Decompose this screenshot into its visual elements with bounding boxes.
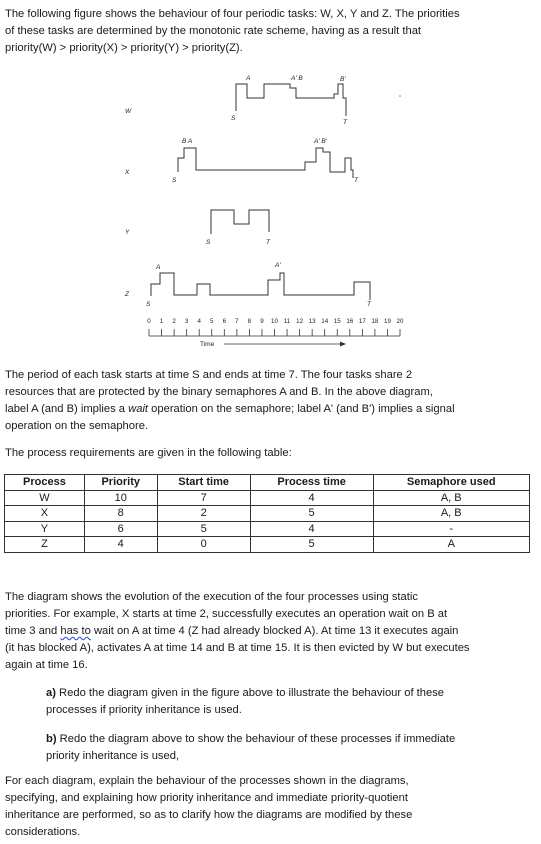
- table-cell: 5: [250, 506, 373, 522]
- time-axis-tick-label: 18: [371, 318, 379, 325]
- table-cell: A, B: [373, 506, 530, 522]
- row-label-w: W: [125, 108, 132, 115]
- para1-line-4: operation on the semaphore.: [5, 420, 149, 432]
- time-axis-tick-label: 13: [308, 318, 316, 325]
- instructions-paragraph: [5, 773, 533, 841]
- intro-line-2: of these tasks are determined by the monotonic rate scheme, having as a result that: [5, 25, 422, 37]
- z-label-a: A: [156, 264, 161, 271]
- x-label-s: S: [172, 177, 177, 184]
- time-axis-tick-label: 4: [197, 318, 201, 325]
- y-waveform: [211, 210, 269, 234]
- para2-line-3b: wait on A at time 4 (Z had already blocked A). At time 13 it executes again: [90, 625, 459, 637]
- table-cell: A: [373, 537, 530, 553]
- para2-line-3a: time 3 and: [5, 625, 61, 637]
- z-label-s: S: [146, 301, 151, 308]
- table-cell: 0: [157, 537, 250, 553]
- time-axis-tick-label: 19: [384, 318, 391, 325]
- para2-line-4: (it has blocked A), activates A at time 14 and B at time 15. It is then evicted by W but executes: [5, 642, 470, 654]
- table-cell: A, B: [373, 490, 530, 506]
- w-label-t: T: [343, 119, 347, 126]
- w-label-s: S: [231, 115, 236, 122]
- table-cell: 5: [157, 521, 250, 537]
- x-label-ba: B A: [182, 138, 193, 145]
- w-dot: [399, 95, 401, 97]
- table-cell: Y: [5, 521, 85, 537]
- header-priority: Priority: [84, 475, 157, 491]
- intro-paragraph: [5, 6, 533, 57]
- header-semaphore-used: Semaphore used: [373, 475, 530, 491]
- z-label-t: T: [367, 301, 371, 308]
- table-row: [5, 490, 530, 506]
- row-label-y: Y: [125, 229, 130, 236]
- w-label-ab: A' B: [291, 75, 303, 82]
- time-axis-tick-label: 17: [358, 318, 366, 325]
- table-intro: The process requirements are given in the following table:: [5, 447, 292, 459]
- time-axis-tick-label: 1: [159, 318, 164, 325]
- table-cell: -: [373, 521, 530, 537]
- table-cell: 10: [84, 490, 157, 506]
- time-axis-tick-label: 15: [333, 318, 341, 325]
- table-cell: 7: [157, 490, 250, 506]
- header-process: Process: [5, 475, 85, 491]
- w-label-a: A: [246, 75, 251, 82]
- time-arrow-head: [340, 342, 346, 347]
- para3-line-2: specifying, and explaining how priority inheritance and immediate priority-quotient: [5, 792, 408, 804]
- time-axis-tick-label: 10: [271, 318, 278, 325]
- requirements-table: [4, 474, 530, 553]
- time-axis-tick-label: 7: [235, 318, 239, 325]
- z-waveform: [151, 273, 370, 300]
- w-waveform: [236, 84, 346, 116]
- x-label-t: T: [354, 177, 358, 184]
- time-axis-tick-label: 6: [222, 318, 227, 325]
- intro-line-1: The following figure shows the behaviour of four periodic tasks: W, X, Y and Z. The priorities: [5, 8, 460, 20]
- x-waveform: [178, 148, 353, 178]
- question-b-label: b): [46, 733, 57, 745]
- time-axis: [147, 318, 404, 336]
- semaphore-paragraph: [5, 367, 533, 435]
- intro-line-3: priority(W) > priority(X) > priority(Y) > priority(Z).: [5, 42, 243, 54]
- question-b-line-1: Redo the diagram above to show the behaviour of these processes if immediate: [56, 733, 456, 745]
- y-label-t: T: [266, 239, 270, 246]
- table-cell: 4: [250, 521, 373, 537]
- para1-line-3a: label A (and B) implies a: [5, 403, 129, 415]
- time-axis-tick-label: 16: [346, 318, 354, 325]
- question-a-line-1: Redo the diagram given in the figure above to illustrate the behaviour of these: [55, 687, 445, 699]
- question-b: [46, 731, 516, 765]
- time-axis-tick-label: 12: [296, 318, 304, 325]
- para2-line-2: priorities. For example, X starts at time 2, successfully executes an operation wait on B at: [5, 608, 448, 620]
- y-label-s: S: [206, 239, 211, 246]
- table-row: [5, 521, 530, 537]
- para3-line-4: considerations.: [5, 826, 81, 838]
- header-process-time: Process time: [250, 475, 373, 491]
- para3-line-3: inheritance are performed, so as to clarify how the diagrams are modified by these: [5, 809, 413, 821]
- para2-line-1: The diagram shows the evolution of the execution of the four processes using static: [5, 591, 418, 603]
- time-label: Time: [200, 341, 215, 348]
- row-label-x: X: [125, 169, 130, 176]
- table-cell: 6: [84, 521, 157, 537]
- para3-line-1: For each diagram, explain the behaviour of the processes shown in the diagrams,: [5, 775, 409, 787]
- table-cell: 2: [157, 506, 250, 522]
- time-axis-tick-label: 3: [184, 318, 189, 325]
- question-a-line-2: processes if priority inheritance is used.: [46, 704, 242, 716]
- time-axis-tick-label: 8: [247, 318, 252, 325]
- para1-wait-em: wait: [128, 403, 149, 415]
- diagram-explanation: [5, 589, 533, 674]
- table-cell: 4: [84, 537, 157, 553]
- time-axis-tick-label: 20: [396, 318, 404, 325]
- question-a: [46, 685, 516, 719]
- z-label-ap: A': [275, 262, 281, 269]
- table-cell: 8: [84, 506, 157, 522]
- x-label-apbp: A' B': [314, 138, 327, 145]
- time-axis-tick-label: 14: [321, 318, 329, 325]
- table-cell: 5: [250, 537, 373, 553]
- time-axis-tick-label: 9: [260, 318, 264, 325]
- para1-line-3b: operation on the semaphore; label A' (and B') implies a signal: [148, 403, 455, 415]
- table-row: [5, 537, 530, 553]
- para1-line-1: The period of each task starts at time S and ends at time 7. The four tasks share 2: [5, 369, 413, 381]
- time-axis-tick-label: 5: [210, 318, 214, 325]
- table-header-row: [5, 475, 530, 491]
- table-row: [5, 506, 530, 522]
- time-axis-tick-label: 11: [283, 318, 291, 325]
- table-cell: Z: [5, 537, 85, 553]
- timing-diagram: [0, 68, 541, 358]
- w-label-bp: B': [340, 76, 346, 83]
- table-cell: X: [5, 506, 85, 522]
- time-axis-tick-label: 0: [147, 318, 151, 325]
- header-start-time: Start time: [157, 475, 250, 491]
- para1-line-2: resources that are protected by the binary semaphores A and B. In the above diagram,: [5, 386, 433, 398]
- para2-line-5: again at time 16.: [5, 659, 88, 671]
- table-cell: W: [5, 490, 85, 506]
- table-cell: 4: [250, 490, 373, 506]
- time-axis-tick-label: 2: [172, 318, 176, 325]
- row-label-z: Z: [125, 291, 129, 298]
- question-a-label: a): [46, 687, 56, 699]
- para2-has-to: has to: [60, 625, 91, 637]
- question-b-line-2: priority inheritance is used,: [46, 750, 180, 762]
